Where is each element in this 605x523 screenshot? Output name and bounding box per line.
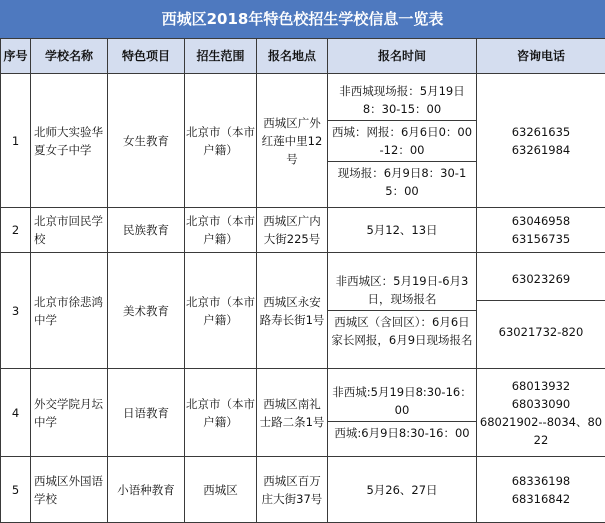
header-phone: 咨询电话 bbox=[477, 39, 605, 74]
table-row bbox=[1, 369, 605, 457]
row-time bbox=[328, 253, 477, 369]
time-line: 西城：网报：6月6日0：00-12：00 bbox=[328, 120, 476, 161]
row-school: 外交学院月坛中学 bbox=[31, 369, 108, 457]
phone-number: 68021902--8034、8022 bbox=[478, 413, 604, 449]
header-place: 报名地点 bbox=[257, 39, 328, 74]
row-feature: 日语教育 bbox=[108, 369, 185, 457]
row-place: 西城区永安路寿长街1号 bbox=[257, 253, 328, 369]
header-school: 学校名称 bbox=[31, 39, 108, 74]
row-time: 5月26、27日 bbox=[328, 457, 477, 523]
row-no: 2 bbox=[1, 208, 31, 253]
phone-number: 68013932 bbox=[478, 377, 604, 395]
row-scope: 北京市（本市户籍） bbox=[185, 208, 257, 253]
phone-number: 68033090 bbox=[478, 395, 604, 413]
header-scope: 招生范围 bbox=[185, 39, 257, 74]
row-place: 西城区广外红莲中里12号 bbox=[257, 74, 328, 208]
row-feature: 民族教育 bbox=[108, 208, 185, 253]
time-line: 西城区（含回区）：6月6日家长网报，6月9日现场报名 bbox=[328, 310, 476, 351]
header-time: 报名时间 bbox=[328, 39, 477, 74]
row-time bbox=[328, 74, 477, 208]
row-phones bbox=[477, 208, 605, 253]
table-row bbox=[1, 253, 605, 369]
row-phones bbox=[477, 369, 605, 457]
row-no: 1 bbox=[1, 74, 31, 208]
row-scope: 西城区 bbox=[185, 457, 257, 523]
row-phones bbox=[477, 457, 605, 523]
time-line: 现场报：6月9日8：30-15：00 bbox=[328, 161, 476, 202]
table-row bbox=[1, 208, 605, 253]
row-no: 5 bbox=[1, 457, 31, 523]
row-school: 北京市徐悲鸿中学 bbox=[31, 253, 108, 369]
row-time bbox=[328, 369, 477, 457]
row-feature: 女生教育 bbox=[108, 74, 185, 208]
row-phones bbox=[477, 253, 605, 369]
phone-number: 63021732-820 bbox=[477, 300, 605, 363]
row-school: 北京市回民学校 bbox=[31, 208, 108, 253]
row-feature: 小语种教育 bbox=[108, 457, 185, 523]
table-header-row bbox=[1, 39, 605, 74]
row-place: 西城区百万庄大街37号 bbox=[257, 457, 328, 523]
time-line: 非西城:5月19日8:30-16：00 bbox=[328, 381, 476, 421]
row-place: 西城区广内大街225号 bbox=[257, 208, 328, 253]
phone-number: 63046958 bbox=[478, 212, 604, 230]
time-line: 西城:6月9日8:30-16：00 bbox=[328, 421, 476, 444]
row-no: 3 bbox=[1, 253, 31, 369]
row-scope: 北京市（本市户籍） bbox=[185, 74, 257, 208]
school-info-table bbox=[0, 38, 605, 523]
table-row bbox=[1, 457, 605, 523]
row-phones bbox=[477, 74, 605, 208]
time-line: 非西城现场报：5月19日8：30-15：00 bbox=[328, 80, 476, 120]
table-row bbox=[1, 74, 605, 208]
phone-number: 63023269 bbox=[477, 258, 605, 300]
row-feature: 美术教育 bbox=[108, 253, 185, 369]
table-title: 西城区2018年特色校招生学校信息一览表 bbox=[0, 0, 605, 38]
phone-number: 68316842 bbox=[478, 490, 604, 508]
row-scope: 北京市（本市户籍） bbox=[185, 369, 257, 457]
phone-number: 63156735 bbox=[478, 230, 604, 248]
row-time: 5月12、13日 bbox=[328, 208, 477, 253]
row-school: 北师大实验华夏女子中学 bbox=[31, 74, 108, 208]
header-feature: 特色项目 bbox=[108, 39, 185, 74]
row-school: 西城区外国语学校 bbox=[31, 457, 108, 523]
phone-number: 68336198 bbox=[478, 472, 604, 490]
row-no: 4 bbox=[1, 369, 31, 457]
header-no: 序号 bbox=[1, 39, 31, 74]
phone-number: 63261984 bbox=[478, 141, 604, 159]
time-line: 非西城区：5月19日-6月3日，现场报名 bbox=[328, 270, 476, 310]
row-scope: 北京市（本市户籍） bbox=[185, 253, 257, 369]
row-place: 西城区南礼士路二条1号 bbox=[257, 369, 328, 457]
phone-number: 63261635 bbox=[478, 123, 604, 141]
